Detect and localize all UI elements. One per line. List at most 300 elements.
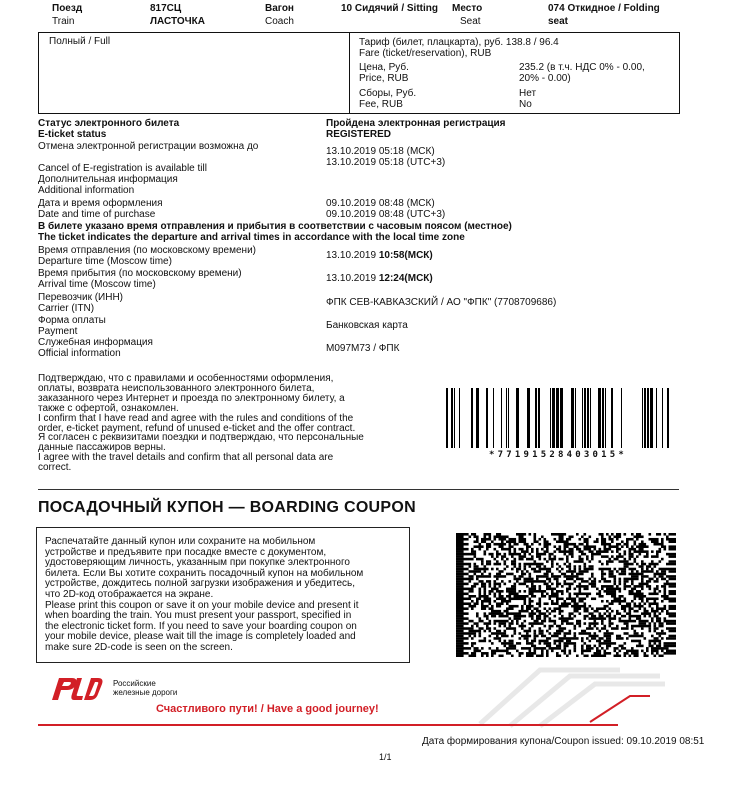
- code-module: [651, 578, 654, 581]
- code-module: [456, 612, 459, 615]
- code-module: [551, 593, 554, 596]
- code-module: [476, 540, 479, 543]
- code-module: [476, 647, 479, 650]
- code-module: [599, 553, 602, 556]
- code-module: [669, 540, 672, 543]
- car-type: 10 Сидячий / Sitting: [341, 3, 438, 14]
- code-module: [606, 588, 609, 591]
- code-module: [461, 585, 464, 588]
- code-module: [659, 568, 662, 571]
- code-module: [526, 647, 529, 650]
- code-module: [531, 610, 534, 613]
- code-module: [484, 538, 487, 541]
- code-module: [461, 602, 464, 605]
- price-label-ru: Цена, Руб.: [359, 62, 409, 73]
- code-module: [509, 647, 512, 650]
- code-module: [564, 617, 567, 620]
- official-label-en: Official information: [38, 348, 121, 359]
- code-module: [569, 615, 572, 618]
- code-module: [464, 597, 467, 600]
- code-module: [526, 632, 529, 635]
- code-module: [526, 578, 529, 581]
- code-module: [629, 655, 632, 657]
- code-module: [674, 533, 677, 536]
- code-module: [654, 540, 657, 543]
- code-module: [626, 652, 629, 655]
- code-module: [491, 612, 494, 615]
- code-module: [486, 617, 489, 620]
- code-module: [549, 580, 552, 583]
- code-module: [514, 595, 517, 598]
- code-module: [569, 630, 572, 633]
- code-module: [504, 555, 507, 558]
- code-module: [584, 540, 587, 543]
- code-module: [636, 555, 639, 558]
- code-module: [594, 625, 597, 628]
- code-module: [561, 602, 564, 605]
- code-module: [499, 625, 502, 628]
- code-module: [459, 632, 462, 635]
- code-module: [514, 597, 517, 600]
- code-module: [659, 647, 662, 650]
- code-module: [519, 597, 522, 600]
- code-module: [669, 605, 672, 608]
- code-module: [481, 545, 484, 548]
- code-module: [661, 610, 664, 613]
- code-module: [584, 593, 587, 596]
- code-module: [576, 595, 579, 598]
- code-module: [471, 645, 474, 648]
- code-module: [639, 565, 642, 568]
- agreement-line: Подтверждаю, что с правилами и особенностями оформления,: [38, 373, 334, 384]
- code-module: [471, 588, 474, 591]
- code-module: [544, 647, 547, 650]
- code-module: [566, 617, 569, 620]
- code-module: [564, 540, 567, 543]
- code-module: [509, 617, 512, 620]
- code-module: [644, 545, 647, 548]
- code-module: [639, 573, 642, 576]
- code-module: [671, 585, 674, 588]
- code-module: [671, 650, 674, 653]
- code-module: [524, 590, 527, 593]
- code-module: [549, 645, 552, 648]
- code-module: [456, 583, 459, 586]
- code-module: [491, 568, 494, 571]
- code-module: [459, 655, 462, 657]
- code-module: [669, 555, 672, 558]
- code-module: [489, 620, 492, 623]
- code-module: [539, 543, 542, 546]
- code-module: [601, 585, 604, 588]
- code-module: [474, 635, 477, 638]
- code-module: [584, 588, 587, 591]
- code-module: [651, 610, 654, 613]
- code-module: [464, 637, 467, 640]
- code-module: [631, 575, 634, 578]
- code-module: [504, 625, 507, 628]
- seat-label-ru: Место: [452, 3, 483, 14]
- code-module: [656, 620, 659, 623]
- code-module: [496, 610, 499, 613]
- code-module: [519, 535, 522, 538]
- code-module: [584, 607, 587, 610]
- code-module: [554, 602, 557, 605]
- code-module: [569, 642, 572, 645]
- code-module: [479, 632, 482, 635]
- code-module: [461, 560, 464, 563]
- code-module: [601, 617, 604, 620]
- code-module: [639, 640, 642, 643]
- code-module: [574, 565, 577, 568]
- code-module: [534, 538, 537, 541]
- code-module: [546, 640, 549, 643]
- code-module: [514, 647, 517, 650]
- code-module: [626, 650, 629, 653]
- code-module: [601, 538, 604, 541]
- code-module: [629, 550, 632, 553]
- code-module: [639, 642, 642, 645]
- code-module: [499, 620, 502, 623]
- code-module: [524, 620, 527, 623]
- code-module: [631, 590, 634, 593]
- code-module: [479, 545, 482, 548]
- code-module: [529, 642, 532, 645]
- code-module: [509, 573, 512, 576]
- code-module: [634, 640, 637, 643]
- code-module: [491, 632, 494, 635]
- boarding-2d-code: [456, 533, 676, 657]
- code-module: [529, 655, 532, 657]
- code-module: [654, 600, 657, 603]
- code-module: [631, 570, 634, 573]
- code-module: [469, 602, 472, 605]
- code-module: [629, 590, 632, 593]
- code-module: [669, 597, 672, 600]
- code-module: [459, 593, 462, 596]
- code-module: [616, 545, 619, 548]
- barcode-digits: *77191528403015*: [489, 450, 627, 460]
- code-module: [506, 595, 509, 598]
- code-module: [481, 602, 484, 605]
- code-module: [461, 632, 464, 635]
- code-module: [551, 563, 554, 566]
- code-module: [659, 548, 662, 551]
- code-module: [539, 605, 542, 608]
- code-module: [584, 622, 587, 625]
- code-module: [489, 538, 492, 541]
- code-module: [456, 655, 459, 657]
- code-module: [474, 650, 477, 653]
- code-module: [559, 597, 562, 600]
- additional-label-ru: Дополнительная информация: [38, 174, 178, 185]
- code-module: [604, 627, 607, 630]
- purchase-label: [38, 198, 163, 220]
- code-module: [574, 597, 577, 600]
- code-module: [464, 543, 467, 546]
- code-module: [459, 610, 462, 613]
- code-module: [524, 637, 527, 640]
- code-module: [656, 540, 659, 543]
- code-module: [484, 600, 487, 603]
- code-module: [521, 540, 524, 543]
- coupon-line: your mobile device, please wait till the image is completely loaded and: [45, 631, 356, 643]
- code-module: [606, 647, 609, 650]
- code-module: [586, 637, 589, 640]
- code-module: [666, 583, 669, 586]
- code-module: [459, 642, 462, 645]
- code-module: [664, 570, 667, 573]
- code-module: [511, 585, 514, 588]
- code-module: [559, 533, 562, 536]
- code-module: [606, 600, 609, 603]
- code-module: [576, 637, 579, 640]
- code-module: [671, 555, 674, 558]
- code-module: [456, 558, 459, 561]
- code-module: [671, 612, 674, 615]
- code-module: [614, 647, 617, 650]
- code-module: [511, 588, 514, 591]
- code-module: [594, 583, 597, 586]
- code-module: [561, 593, 564, 596]
- code-module: [529, 590, 532, 593]
- code-module: [631, 548, 634, 551]
- code-module: [571, 583, 574, 586]
- code-module: [649, 593, 652, 596]
- code-module: [624, 565, 627, 568]
- code-module: [669, 622, 672, 625]
- code-module: [484, 585, 487, 588]
- status-value-ru: Пройдена электронная регистрация: [326, 118, 506, 129]
- code-module: [576, 575, 579, 578]
- code-module: [671, 627, 674, 630]
- code-module: [511, 573, 514, 576]
- code-module: [459, 540, 462, 543]
- code-module: [534, 570, 537, 573]
- code-module: [671, 575, 674, 578]
- code-module: [636, 575, 639, 578]
- code-module: [636, 617, 639, 620]
- code-module: [564, 650, 567, 653]
- code-module: [639, 593, 642, 596]
- code-module: [611, 533, 614, 536]
- code-module: [599, 650, 602, 653]
- code-module: [659, 550, 662, 553]
- code-module: [626, 605, 629, 608]
- code-module: [459, 625, 462, 628]
- code-module: [499, 570, 502, 573]
- price-label-en: Price, RUB: [359, 73, 409, 84]
- code-module: [461, 550, 464, 553]
- code-module: [569, 550, 572, 553]
- code-module: [546, 637, 549, 640]
- code-module: [541, 548, 544, 551]
- code-module: [626, 632, 629, 635]
- code-module: [649, 533, 652, 536]
- code-module: [561, 630, 564, 633]
- code-module: [509, 612, 512, 615]
- code-module: [644, 610, 647, 613]
- code-module: [589, 578, 592, 581]
- code-module: [509, 607, 512, 610]
- code-module: [644, 575, 647, 578]
- code-module: [546, 540, 549, 543]
- code-module: [586, 645, 589, 648]
- code-module: [551, 590, 554, 593]
- code-module: [656, 607, 659, 610]
- code-module: [554, 555, 557, 558]
- code-module: [671, 652, 674, 655]
- code-module: [514, 588, 517, 591]
- code-module: [559, 632, 562, 635]
- code-module: [559, 647, 562, 650]
- code-module: [666, 535, 669, 538]
- code-module: [586, 545, 589, 548]
- code-module: [494, 615, 497, 618]
- code-module: [464, 568, 467, 571]
- code-module: [631, 593, 634, 596]
- code-module: [474, 540, 477, 543]
- code-module: [644, 655, 647, 657]
- code-module: [474, 647, 477, 650]
- code-module: [656, 538, 659, 541]
- code-module: [591, 655, 594, 657]
- seat-value-line1: 074 Откидное / Folding: [548, 3, 660, 14]
- code-module: [639, 583, 642, 586]
- code-module: [546, 630, 549, 633]
- code-module: [654, 538, 657, 541]
- code-module: [516, 620, 519, 623]
- code-module: [591, 637, 594, 640]
- code-module: [476, 602, 479, 605]
- code-module: [564, 605, 567, 608]
- code-module: [596, 538, 599, 541]
- code-module: [609, 642, 612, 645]
- code-module: [464, 607, 467, 610]
- code-module: [556, 540, 559, 543]
- code-module: [671, 545, 674, 548]
- code-module: [626, 540, 629, 543]
- code-module: [459, 545, 462, 548]
- code-module: [484, 612, 487, 615]
- code-module: [484, 605, 487, 608]
- code-module: [536, 563, 539, 566]
- code-module: [546, 615, 549, 618]
- code-module: [459, 622, 462, 625]
- code-module: [561, 590, 564, 593]
- code-module: [641, 543, 644, 546]
- code-module: [554, 607, 557, 610]
- code-module: [474, 602, 477, 605]
- status-label-ru: Статус электронного билета: [38, 118, 180, 129]
- code-module: [604, 612, 607, 615]
- code-module: [654, 655, 657, 657]
- code-module: [461, 655, 464, 657]
- code-module: [534, 630, 537, 633]
- code-module: [524, 565, 527, 568]
- code-module: [651, 540, 654, 543]
- code-module: [624, 543, 627, 546]
- code-module: [581, 543, 584, 546]
- code-module: [534, 568, 537, 571]
- code-module: [601, 573, 604, 576]
- code-module: [461, 563, 464, 566]
- code-module: [471, 590, 474, 593]
- code-module: [649, 627, 652, 630]
- code-module: [631, 533, 634, 536]
- code-module: [529, 563, 532, 566]
- code-module: [491, 655, 494, 657]
- code-module: [459, 570, 462, 573]
- code-module: [579, 578, 582, 581]
- code-module: [591, 597, 594, 600]
- code-module: [639, 605, 642, 608]
- code-module: [554, 615, 557, 618]
- code-module: [566, 622, 569, 625]
- code-module: [524, 625, 527, 628]
- code-module: [621, 595, 624, 598]
- code-module: [574, 602, 577, 605]
- code-module: [456, 578, 459, 581]
- seat-value-line2: seat: [548, 16, 569, 27]
- code-module: [644, 555, 647, 558]
- code-module: [646, 583, 649, 586]
- code-module: [604, 632, 607, 635]
- code-module: [669, 533, 672, 536]
- code-module: [456, 632, 459, 635]
- code-module: [659, 655, 662, 657]
- code-module: [641, 593, 644, 596]
- code-module: [564, 583, 567, 586]
- code-module: [561, 617, 564, 620]
- code-module: [531, 655, 534, 657]
- code-module: [631, 607, 634, 610]
- code-module: [466, 583, 469, 586]
- code-module: [481, 585, 484, 588]
- code-module: [671, 590, 674, 593]
- code-module: [651, 597, 654, 600]
- code-module: [601, 588, 604, 591]
- code-module: [639, 553, 642, 556]
- code-module: [671, 637, 674, 640]
- code-module: [539, 612, 542, 615]
- code-module: [619, 617, 622, 620]
- code-module: [664, 573, 667, 576]
- code-module: [476, 545, 479, 548]
- code-module: [516, 617, 519, 620]
- code-module: [586, 615, 589, 618]
- code-module: [666, 580, 669, 583]
- code-module: [544, 573, 547, 576]
- code-module: [521, 647, 524, 650]
- code-module: [671, 605, 674, 608]
- code-module: [616, 570, 619, 573]
- code-module: [574, 637, 577, 640]
- code-module: [544, 612, 547, 615]
- code-module: [539, 568, 542, 571]
- timezone-note-en: The ticket indicates the departure and arrival times in accordance with the local time zone: [38, 232, 465, 243]
- code-module: [461, 610, 464, 613]
- code-module: [614, 655, 617, 657]
- code-module: [576, 655, 579, 657]
- code-module: [464, 632, 467, 635]
- code-module: [674, 650, 677, 653]
- code-module: [459, 635, 462, 638]
- code-module: [516, 553, 519, 556]
- arrival-date: 13.10.2019: [326, 273, 377, 284]
- code-module: [591, 635, 594, 638]
- code-module: [486, 568, 489, 571]
